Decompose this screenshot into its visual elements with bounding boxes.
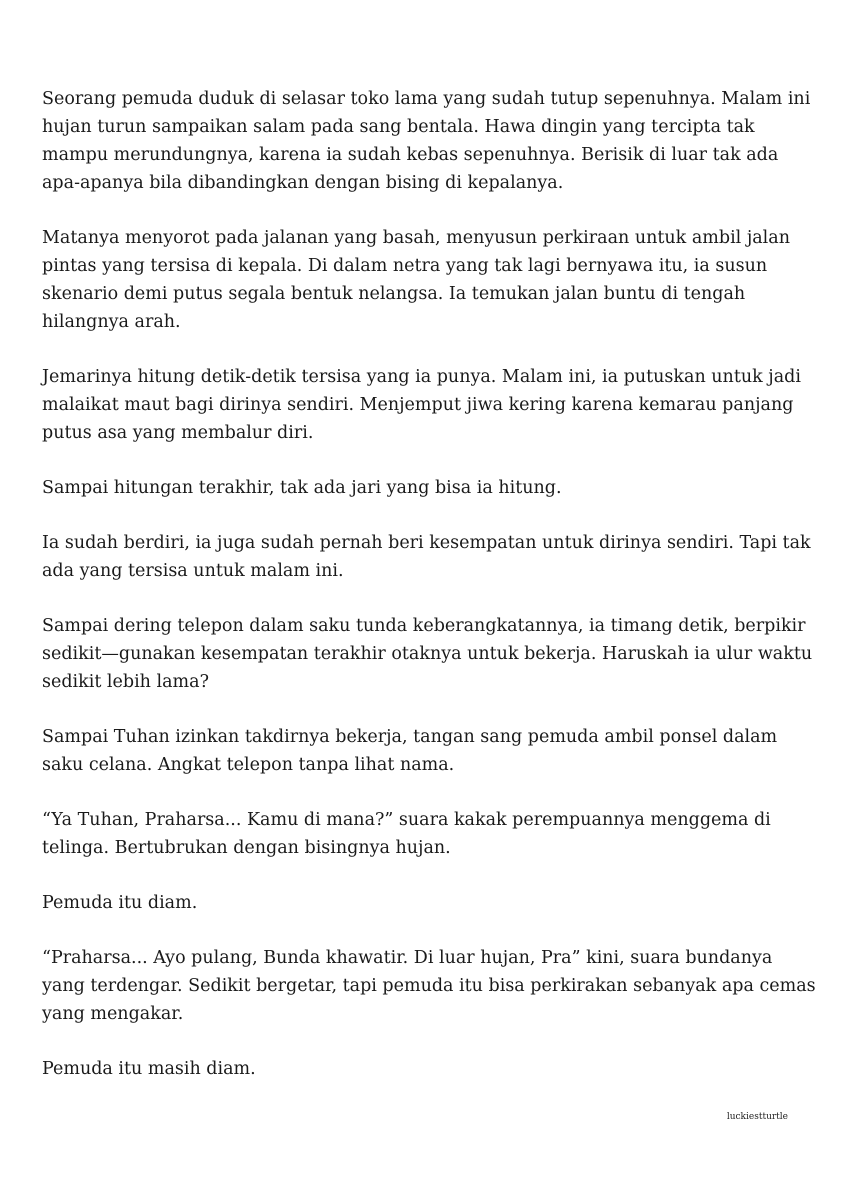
author-watermark: luckiestturtle — [726, 1112, 788, 1122]
paragraph-8: “Ya Tuhan, Praharsa... Kamu di mana?” suara kakak perempuannya menggema di telinga. Bertubrukan dengan bisingnya hujan. — [42, 810, 771, 858]
paragraph-11: Pemuda itu masih diam. — [42, 1059, 256, 1079]
story-text — [42, 85, 817, 1110]
paragraph-3: Jemarinya hitung detik-detik tersisa yang ia punya. Malam ini, ia putuskan untuk jadi malaikat maut bagi dirinya sendiri. Menjemput jiwa kering karena kemarau panjang putus asa yang membalur diri. — [42, 367, 801, 443]
paragraph-7: Sampai Tuhan izinkan takdirnya bekerja, tangan sang pemuda ambil ponsel dalam saku celana. Angkat telepon tanpa lihat nama. — [42, 727, 778, 775]
paragraph-6: Sampai dering telepon dalam saku tunda keberangkatannya, ia timang detik, berpikir sedikit—gunakan kesempatan terakhir otaknya untuk bekerja. Haruskah ia ulur waktu sedikit lebih lama? — [42, 616, 813, 692]
paragraph-9: Pemuda itu diam. — [42, 893, 198, 913]
paragraph-5: Ia sudah berdiri, ia juga sudah pernah beri kesempatan untuk dirinya sendiri. Tapi tak ada yang tersisa untuk malam ini. — [42, 533, 811, 581]
paragraph-4: Sampai hitungan terakhir, tak ada jari yang bisa ia hitung. — [42, 478, 562, 498]
paragraph-2: Matanya menyorot pada jalanan yang basah, menyusun perkiraan untuk ambil jalan pintas yang tersisa di kepala. Di dalam netra yang tak lagi bernyawa itu, ia susun skenario demi putus segala bentuk nelangsa. Ia temukan jalan buntu di tengah hilangnya arah. — [42, 228, 790, 332]
paragraph-1: Seorang pemuda duduk di selasar toko lama yang sudah tutup sepenuhnya. Malam ini hujan turun sampaikan salam pada sang bentala. Hawa dingin yang tercipta tak mampu merundungnya, karena ia sudah kebas sepenuhnya. Berisik di luar tak ada apa-apanya bila dibandingkan dengan bising di kepalanya. — [42, 89, 811, 193]
paragraph-10: “Praharsa... Ayo pulang, Bunda khawatir. Di luar hujan, Pra” kini, suara bundanya yang terdengar. Sedikit bergetar, tapi pemuda itu bisa perkirakan sebanyak apa cemas yang mengakar. — [42, 948, 816, 1024]
